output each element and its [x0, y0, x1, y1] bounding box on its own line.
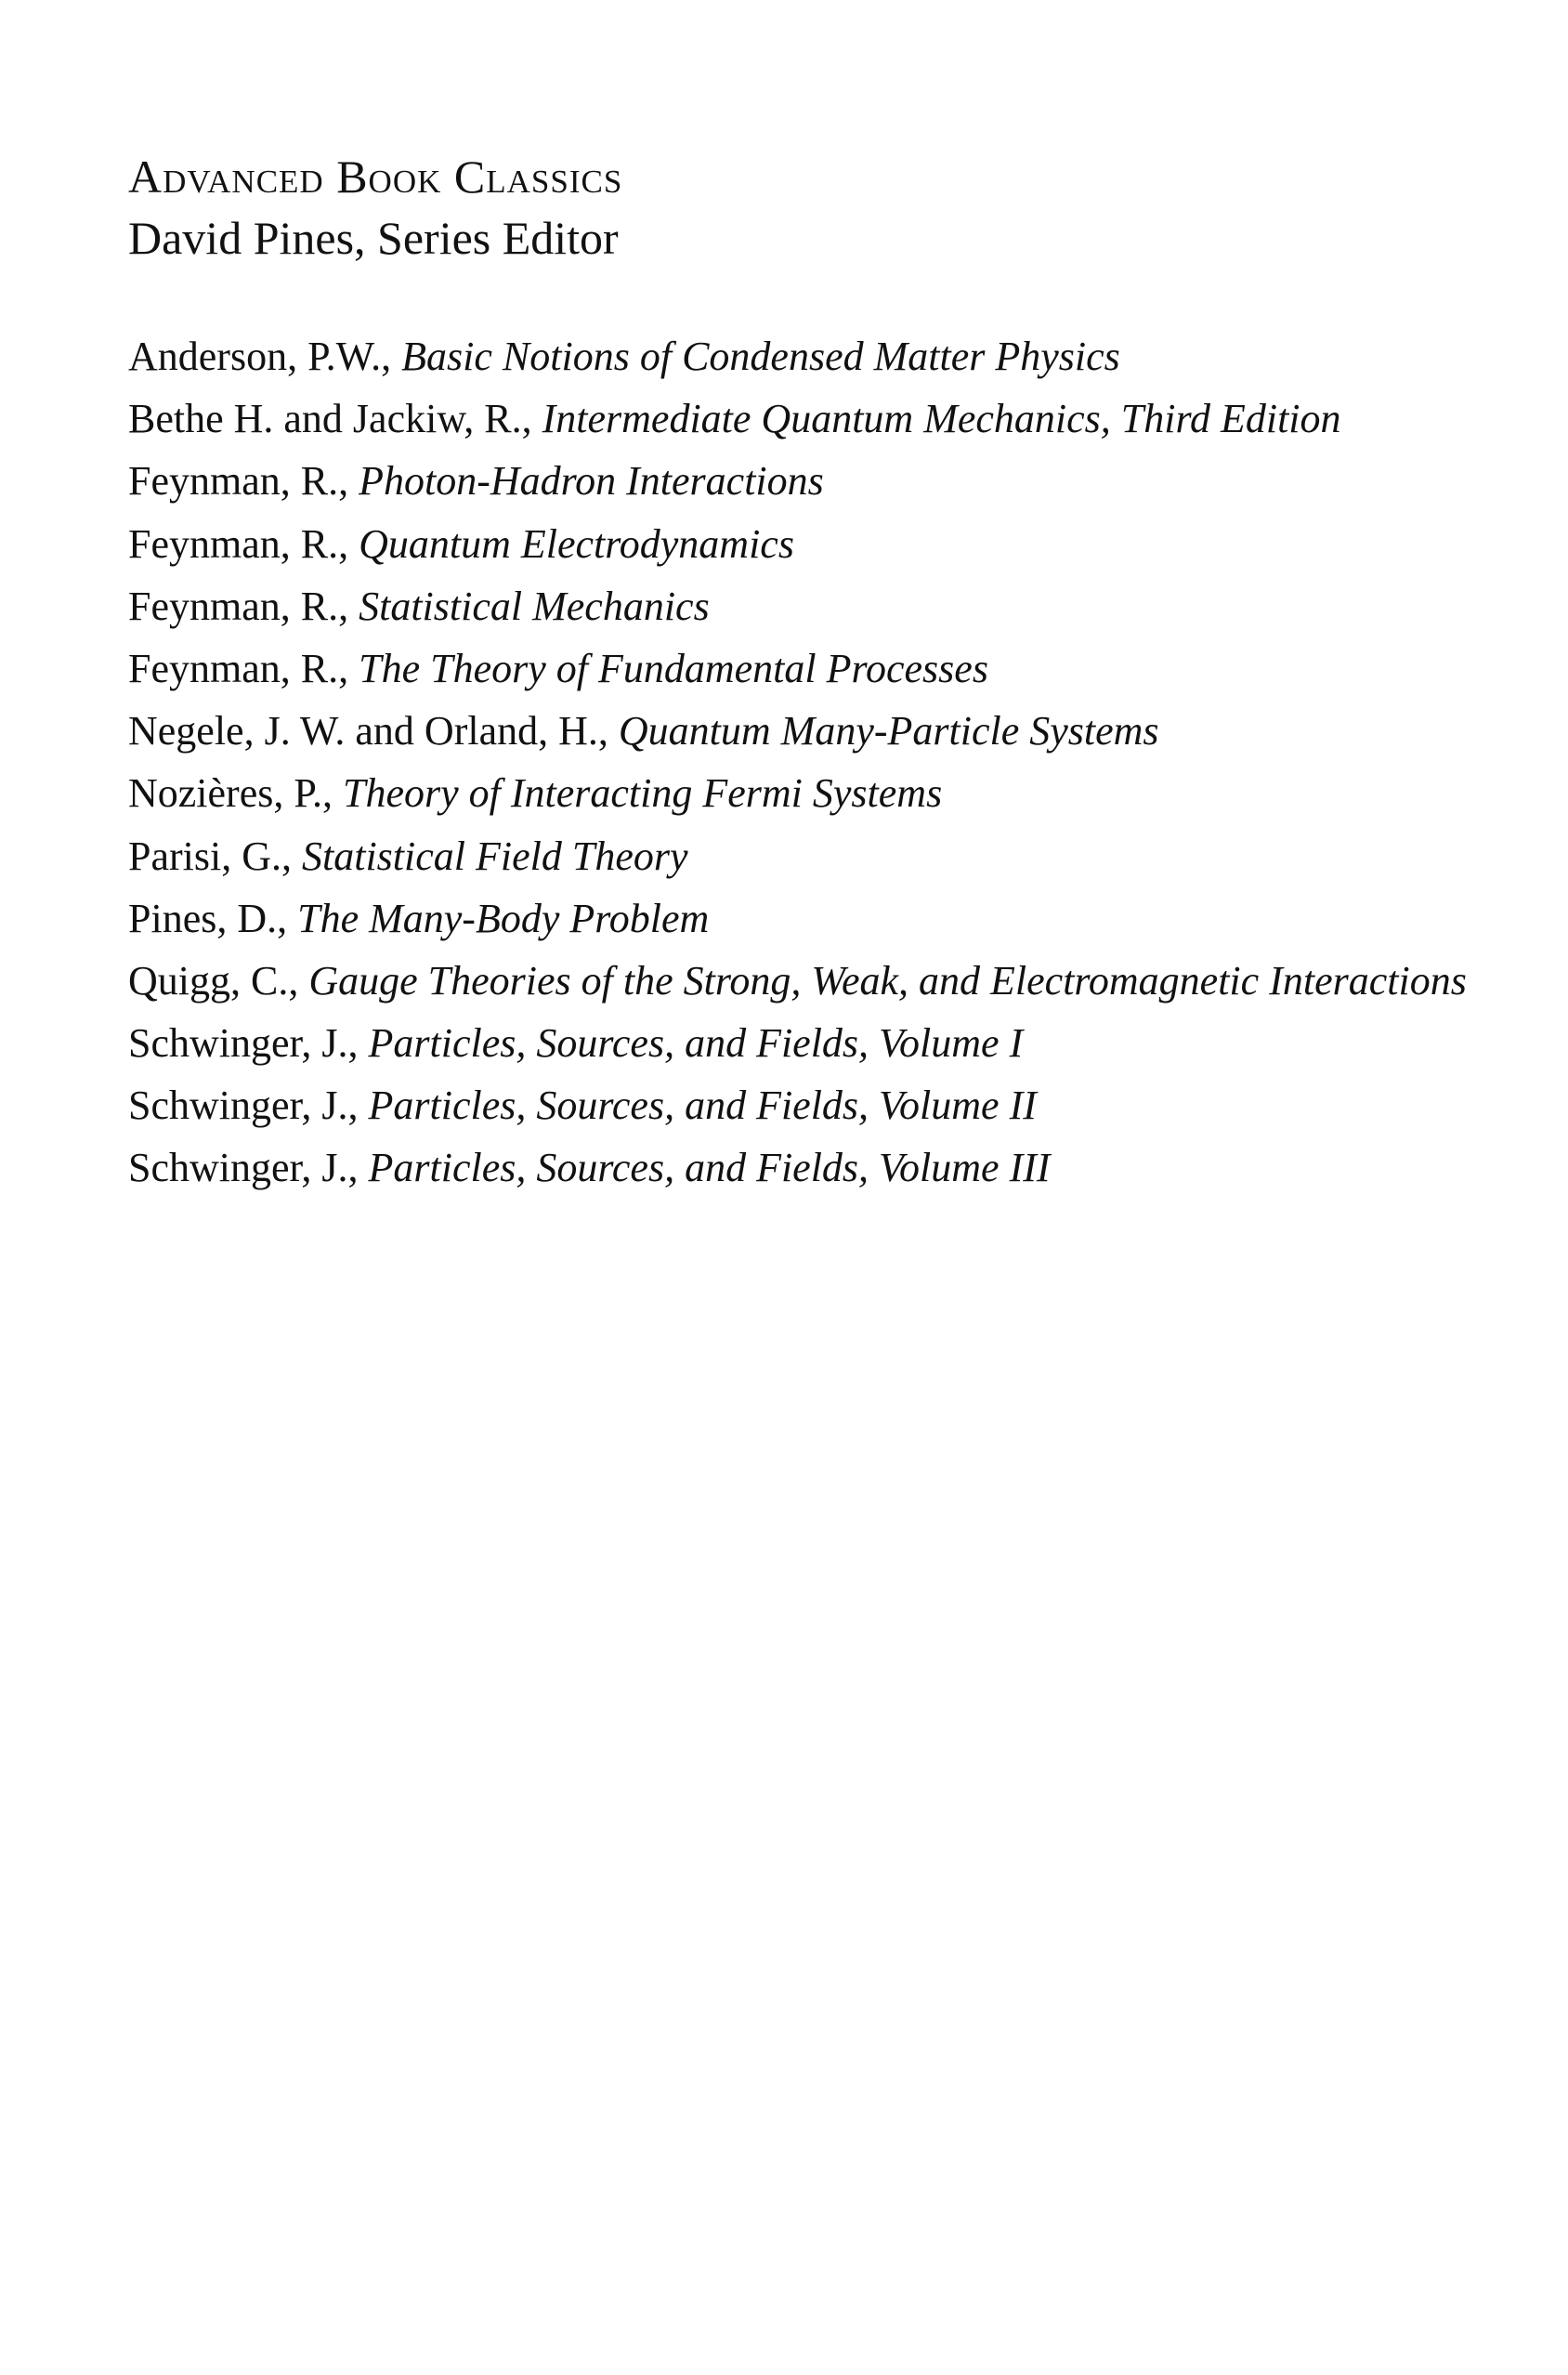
book-entry — [128, 450, 1467, 512]
book-title: Gauge Theories of the Strong, Weak, and Electromagnetic Interactions — [308, 957, 1467, 1004]
book-title: Quantum Electrodynamics — [359, 520, 794, 567]
book-author: Feynman, R., — [128, 645, 359, 691]
book-author: Quigg, C., — [128, 957, 309, 1004]
book-title: Quantum Many-Particle Systems — [618, 708, 1159, 754]
book-entry — [128, 825, 1467, 887]
book-title: Statistical Mechanics — [359, 583, 710, 629]
book-author: Bethe H. and Jackiw, R., — [128, 396, 542, 442]
book-author: Parisi, G., — [128, 833, 302, 879]
book-title: Theory of Interacting Fermi Systems — [342, 770, 943, 817]
book-entry — [128, 1012, 1467, 1074]
book-entry — [128, 1074, 1467, 1136]
book-entry — [128, 513, 1467, 575]
book-entry — [128, 1136, 1467, 1199]
book-author: Nozières, P., — [128, 770, 343, 817]
book-entry — [128, 950, 1467, 1012]
book-author: Negele, J. W. and Orland, H., — [128, 708, 619, 754]
book-entry — [128, 575, 1467, 637]
book-title: Photon-Hadron Interactions — [359, 458, 824, 505]
series-title: Advanced Book Classics — [128, 151, 623, 203]
book-author: Pines, D., — [128, 895, 298, 941]
book-title: Particles, Sources, and Fields, Volume II — [368, 1083, 1037, 1129]
book-title: The Theory of Fundamental Processes — [359, 645, 988, 691]
book-entry — [128, 887, 1467, 950]
book-entry — [128, 700, 1467, 762]
book-author: Schwinger, J., — [128, 1083, 369, 1129]
book-title: Particles, Sources, and Fields, Volume I — [368, 1020, 1024, 1067]
book-title: The Many-Body Problem — [297, 895, 710, 941]
book-entry — [128, 387, 1467, 450]
book-entry — [128, 325, 1467, 387]
series-editor: David Pines, Series Editor — [128, 212, 619, 264]
book-title: Basic Notions of Condensed Matter Physics — [401, 334, 1120, 379]
book-title: Statistical Field Theory — [302, 833, 688, 879]
book-author: Schwinger, J., — [128, 1020, 369, 1067]
book-author: Feynman, R., — [128, 583, 359, 629]
book-author: Feynman, R., — [128, 520, 359, 567]
book-title: Particles, Sources, and Fields, Volume III — [368, 1145, 1051, 1191]
book-author: Schwinger, J., — [128, 1145, 369, 1191]
book-title: Intermediate Quantum Mechanics, Third Edition — [542, 396, 1341, 442]
book-author: Feynman, R., — [128, 458, 359, 505]
book-entry — [128, 637, 1467, 700]
book-entry — [128, 762, 1467, 824]
book-list — [128, 325, 1467, 1200]
book-author: Anderson, P.W., — [128, 334, 402, 379]
